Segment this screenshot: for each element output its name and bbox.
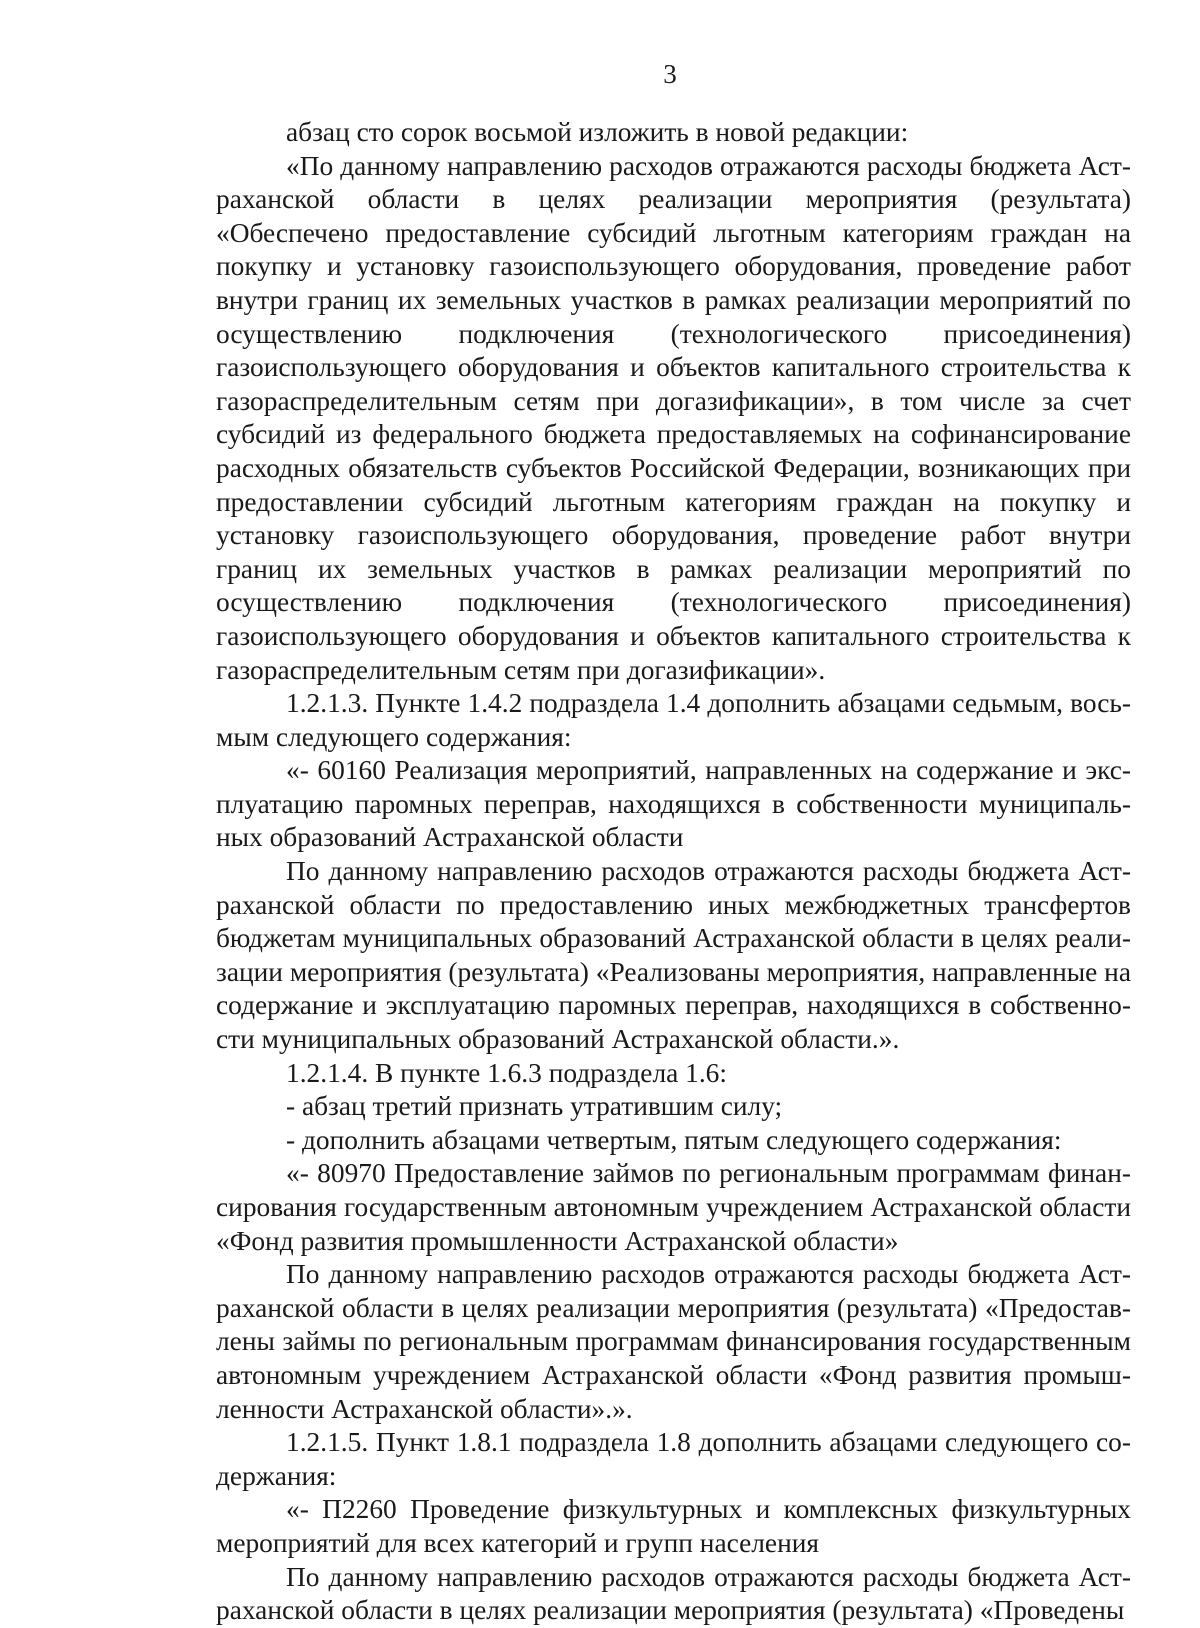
- paragraph: 1.2.1.3. Пункте 1.4.2 подраздела 1.4 дополнить абзацами седьмым, восьмым следующего содержания:: [216, 688, 1131, 752]
- paragraph: «По данному направлению расходов отражаются расходы бюджета Астраханской области в целях реализации мероприятия (результата) «Обеспечено предоставление субсидий льготным категориям граждан на покупку и установку газоиспользующего оборудования, проведение работ внутри границ их земельных участков в рамках реализации мероприятий по осуществлению подключения (технологического присоединения) газоиспользующего оборудования и объектов капитального строительства к газораспределительным сетям при догазификации», в том числе за счет субсидий из федерального бюджета предоставляемых на софинансирование расходных обязательств субъектов Российской Федерации, возникающих при предоставлении субсидий льготным категориям граждан на покупку и установку газоиспользующего оборудования, проведение работ внутри границ их земельных участков в рамках реализации мероприятий по осуществлению подключения (технологического присоединения) газоиспользующего оборудования и объектов капитального строительства к газораспределительным сетям при догазификации».: [216, 150, 1131, 685]
- document-body: [216, 116, 1131, 1628]
- page-number: 3: [663, 59, 677, 89]
- paragraph: «- П2260 Проведение физкультурных и комплексных физкультурных мероприятий для всех категорий и групп населения: [216, 1494, 1131, 1558]
- paragraph: «- 80970 Предоставление займов по региональным программам финансирования государственным автономным учреждением Астраханской области «Фонд развития промышленности Астраханской области»: [216, 1158, 1131, 1256]
- paragraph: 1.2.1.5. Пункт 1.8.1 подраздела 1.8 дополнить абзацами следующего содержания:: [216, 1427, 1131, 1491]
- paragraph: 1.2.1.4. В пункте 1.6.3 подраздела 1.6:: [286, 1057, 727, 1088]
- paragraph: абзац сто сорок восьмой изложить в новой редакции:: [286, 117, 909, 147]
- paragraph: По данному направлению расходов отражаются расходы бюджета Астраханской области в целях реализации мероприятия (результата) «Предоставлены займы по региональным программам финансирования государственным автономным учреждением Астраханской области «Фонд развития промышленности Астраханской области».».: [216, 1259, 1131, 1424]
- paragraph: - дополнить абзацами четвертым, пятым следующего содержания:: [286, 1124, 1062, 1155]
- paragraph: По данному направлению расходов отражаются расходы бюджета Астраханской области в целях реализации мероприятия (результата) «Проведены: [216, 1561, 1131, 1626]
- paragraph: «- 60160 Реализация мероприятий, направленных на содержание и эксплуатацию паромных переправ, находящихся в собственности муниципальных образований Астраханской области: [216, 755, 1131, 853]
- paragraph: По данному направлению расходов отражаются расходы бюджета Астраханской области по предоставлению иных межбюджетных трансфертов бюджетам муниципальных образований Астраханской области в целях реализации мероприятия (результата) «Реализованы мероприятия, направленные на содержание и эксплуатацию паромных переправ, находящихся в собственности муниципальных образований Астраханской области.».: [216, 856, 1131, 1055]
- paragraph: - абзац третий признать утратившим силу;: [286, 1091, 783, 1122]
